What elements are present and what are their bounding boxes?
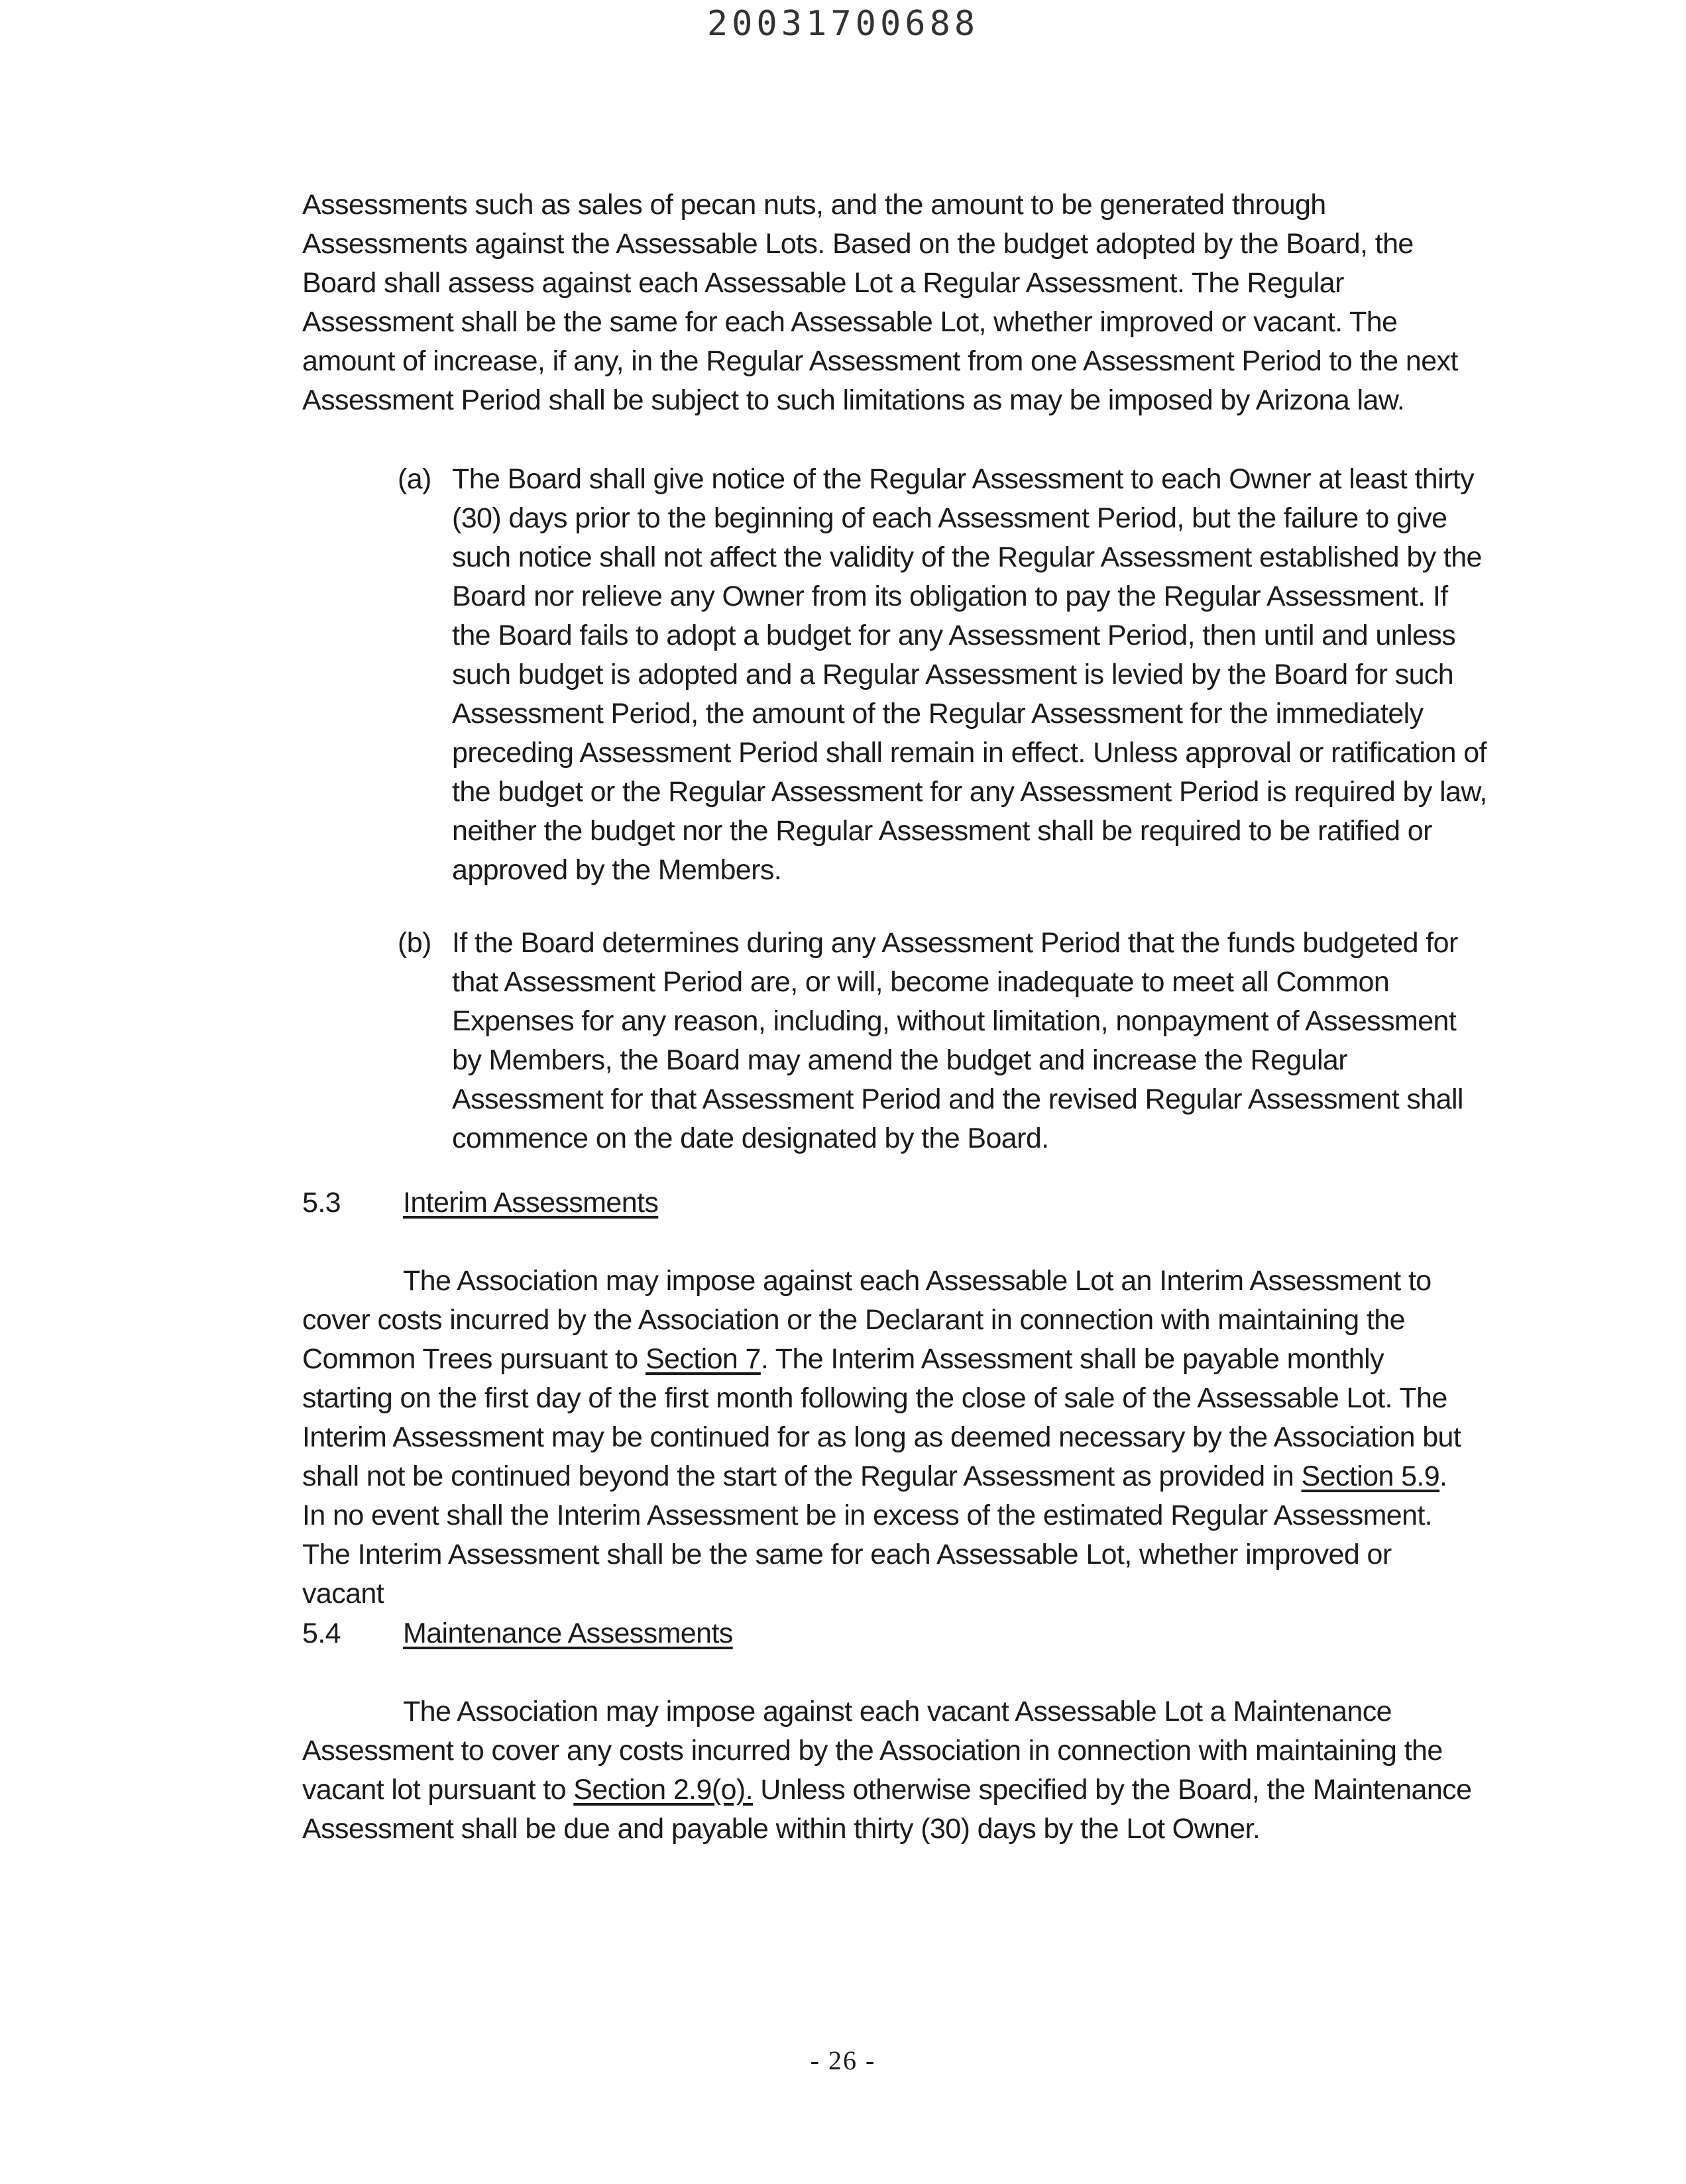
section-5-4-body <box>302 1692 1475 1849</box>
section-5-4-text-2: Unless otherwise specified by the Board, the Maintenance Assessment shall be due and payable within thirty (30) days by the Lot Owner. <box>302 1774 1472 1845</box>
section-5-4-heading <box>302 1614 733 1653</box>
section-2-9-o-reference: Section 2.9(o). <box>573 1774 753 1806</box>
section-5-4-title: Maintenance Assessments <box>403 1617 733 1649</box>
section-5-9-reference: Section 5.9 <box>1301 1460 1440 1492</box>
section-5-3-body <box>302 1262 1475 1613</box>
subsection-b-label: (b) <box>398 927 431 959</box>
subsection-a-text: The Board shall give notice of the Regular Assessment to each Owner at least thirty (30) days prior to the beginning of each Assessment Period, but the failure to give such notice shall not affect the validity of the Regular Assessment established by the Board nor relieve any Owner from its obligation to pay the Regular Assessment. If the Board fails to adopt a budget for any Assessment Period, then until and unless such budget is adopted and a Regular Assessment is levied by the Board for such Assessment Period, the amount of the Regular Assessment for the immediately preceding Assessment Period shall remain in effect. Unless approval or ratification of the budget or the Regular Assessment for any Assessment Period is required by law, neither the budget nor the Regular Assessment shall be required to be ratified or approved by the Members. <box>452 463 1487 886</box>
recording-number: 20031700688 <box>706 4 980 44</box>
section-5-3-heading <box>302 1183 658 1223</box>
subsection-a-label: (a) <box>398 463 431 495</box>
section-5-3-title: Interim Assessments <box>403 1187 659 1219</box>
section-7-reference: Section 7 <box>645 1343 761 1375</box>
section-5-3-text-3: . In no event shall the Interim Assessment be in excess of the estimated Regular Assessment. The Interim Assessment shall be the same for each Assessable Lot, whether improved or vacant <box>302 1460 1447 1610</box>
subsection-b-text: If the Board determines during any Assessment Period that the funds budgeted for that Assessment Period are, or will, become inadequate to meet all Common Expenses for any reason, including, without limitation, nonpayment of Assessment by Members, the Board may amend the budget and increase the Regular Assessment for that Assessment Period and the revised Regular Assessment shall commence on the date designated by the Board. <box>452 927 1463 1154</box>
section-5-3-number: 5.3 <box>302 1187 341 1219</box>
section-5-4-number: 5.4 <box>302 1617 341 1649</box>
intro-paragraph: Assessments such as sales of pecan nuts, and the amount to be generated through Assessments against the Assessable Lots. Based on the budget adopted by the Board, the Board shall assess against each Assessable Lot a Regular Assessment. The Regular Assessment shall be the same for each Assessable Lot, whether improved or vacant. The amount of increase, if any, in the Regular Assessment from one Assessment Period to the next Assessment Period shall be subject to such limitations as may be imposed by Arizona law. <box>302 189 1458 416</box>
subsection-b <box>398 924 1491 1158</box>
section-5-3-text-1: The Association may impose against each Assessable Lot an Interim Assessment to cover costs incurred by the Association or the Declarant in connection with maintaining the Common Trees pursuant to <box>302 1265 1432 1375</box>
subsection-a <box>398 460 1491 890</box>
section-5-4-text-1: The Association may impose against each vacant Assessable Lot a Maintenance Assessment to cover any costs incurred by the Association in connection with maintaining the vacant lot pursuant to <box>302 1696 1443 1806</box>
section-5-3-text-2: . The Interim Assessment shall be payable monthly starting on the first day of the first month following the close of sale of the Assessable Lot. The Interim Assessment may be continued for as long as deemed necessary by the Association but shall not be continued beyond the start of the Regular Assessment as provided in <box>302 1343 1461 1492</box>
page-number: - 26 - <box>810 2046 876 2075</box>
